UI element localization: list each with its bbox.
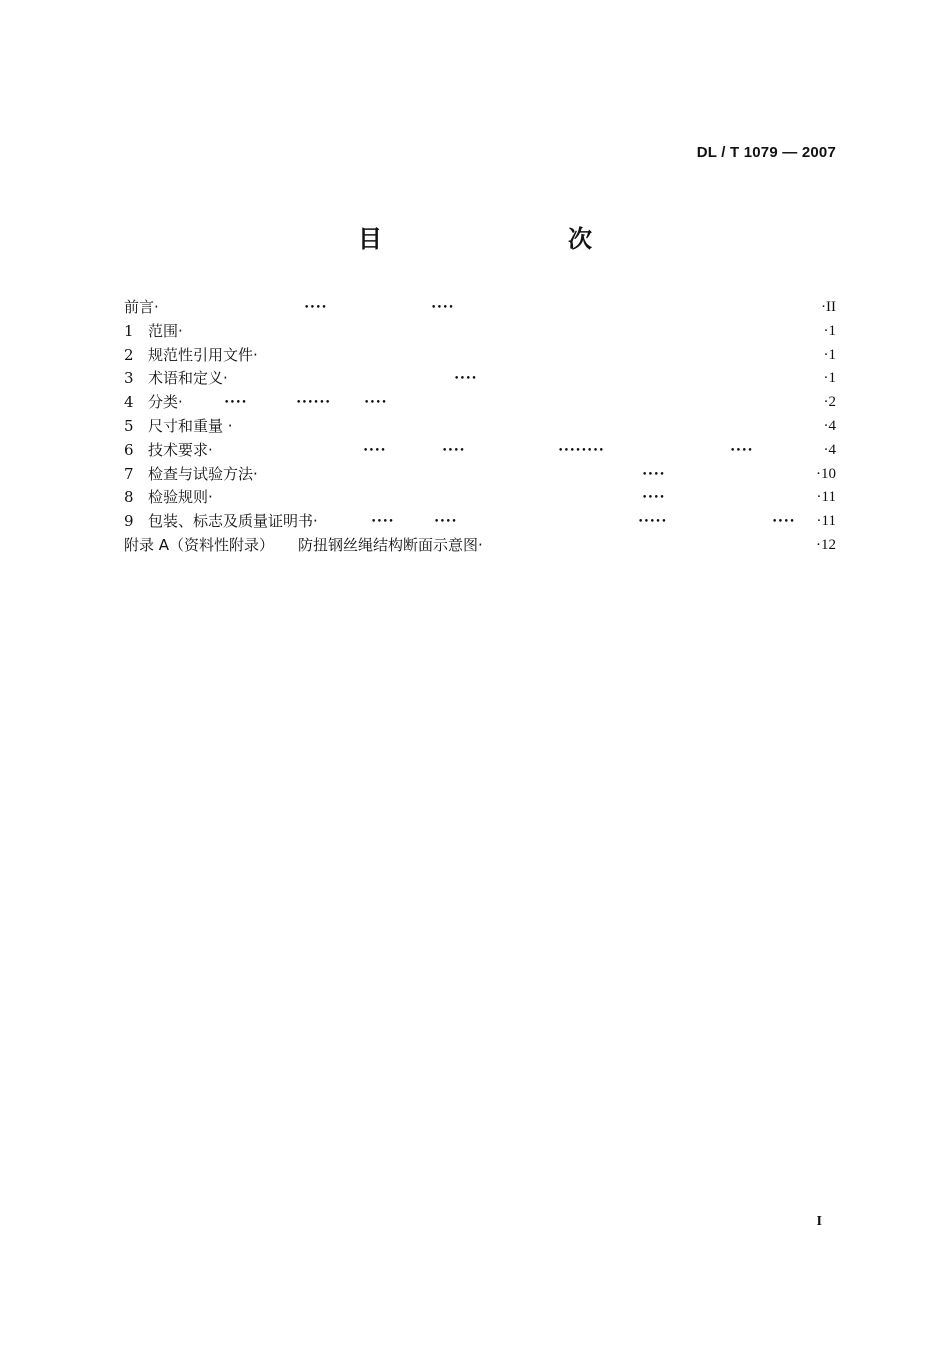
toc-entry-number: 1: [124, 321, 134, 340]
toc-dot-leader: ••••: [371, 517, 395, 528]
toc-entry-number: 4: [124, 393, 134, 412]
toc-entry-number: 6: [124, 440, 134, 459]
table-of-contents: [124, 296, 836, 558]
toc-entry-page: ·4: [823, 441, 836, 458]
toc-appendix-title: 防扭钢丝绳结构断面示意图·: [298, 535, 483, 554]
toc-dot-leader: ••••••: [296, 398, 331, 409]
toc-entry-number: 2: [124, 345, 134, 364]
toc-entry-page: ·10: [816, 465, 836, 482]
standard-code: DL / T 1079 — 2007: [696, 144, 836, 161]
toc-dot-leader: ••••: [642, 493, 666, 504]
toc-entry-scope[interactable]: [124, 320, 836, 344]
toc-entry-text: 包装、标志及质量证明书·: [148, 512, 318, 531]
toc-entry-page: ·11: [816, 489, 836, 506]
toc-entry-foreword[interactable]: [124, 296, 836, 320]
toc-dot-leader: ••••: [772, 517, 796, 528]
toc-entry-appendix-a[interactable]: [124, 534, 836, 558]
toc-entry-page: ·1: [823, 346, 836, 363]
toc-dot-leader: ••••: [431, 303, 455, 313]
toc-entry-page: ·1: [823, 370, 836, 387]
toc-entry-text: 尺寸和重量 ·: [148, 416, 233, 435]
toc-entry-number: 7: [124, 464, 134, 483]
toc-entry-inspection-test-methods[interactable]: [124, 463, 836, 487]
page-number: I: [816, 1214, 822, 1229]
toc-entry-page: ·12: [816, 536, 836, 553]
toc-entry-number: 5: [124, 416, 134, 435]
toc-dot-leader: ••••••••: [558, 445, 605, 456]
page-title: 目 次: [358, 225, 638, 253]
toc-entry-packaging-marking[interactable]: [124, 510, 836, 534]
toc-dot-leader: •••••: [638, 517, 668, 528]
toc-entry-text: 分类·: [148, 393, 183, 412]
toc-entry-technical-requirements[interactable]: [124, 439, 836, 463]
toc-dot-leader: ••••: [730, 445, 754, 456]
toc-entry-number: 3: [124, 369, 134, 388]
toc-entry-page: ·1: [823, 322, 836, 339]
toc-dot-leader: ••••: [304, 303, 328, 313]
toc-entry-text: 检验规则·: [148, 488, 213, 507]
toc-dot-leader: ••••: [363, 445, 387, 456]
toc-dot-leader: ••••: [454, 374, 478, 385]
toc-appendix-label: 附录 A（资料性附录）: [124, 535, 275, 554]
toc-entry-normative-references[interactable]: [124, 344, 836, 368]
toc-entry-page: ·4: [823, 417, 836, 434]
toc-entry-dimensions-weight[interactable]: [124, 415, 836, 439]
toc-entry-page: ·11: [816, 513, 836, 530]
toc-dot-leader: ••••: [364, 398, 388, 409]
toc-entry-page: ·2: [823, 394, 836, 411]
toc-dot-leader: ••••: [224, 398, 248, 409]
toc-entry-terms-definitions[interactable]: [124, 367, 836, 391]
toc-dot-leader: ••••: [442, 445, 466, 456]
toc-dot-leader: ••••: [434, 517, 458, 528]
toc-dot-leader: ••••: [642, 469, 666, 480]
toc-entry-page: ·II: [821, 299, 836, 315]
toc-entry-text: 术语和定义·: [148, 369, 228, 388]
toc-entry-text: 技术要求·: [148, 440, 213, 459]
toc-entry-inspection-rules[interactable]: [124, 486, 836, 510]
toc-entry-text: 前言·: [124, 298, 159, 316]
toc-entry-text: 范围·: [148, 321, 183, 340]
toc-entry-text: 规范性引用文件·: [148, 345, 258, 364]
toc-entry-number: 9: [124, 512, 134, 531]
toc-entry-text: 检查与试验方法·: [148, 464, 258, 483]
toc-entry-text: [124, 534, 483, 558]
toc-entry-number: 8: [124, 488, 134, 507]
toc-entry-classification[interactable]: [124, 391, 836, 415]
